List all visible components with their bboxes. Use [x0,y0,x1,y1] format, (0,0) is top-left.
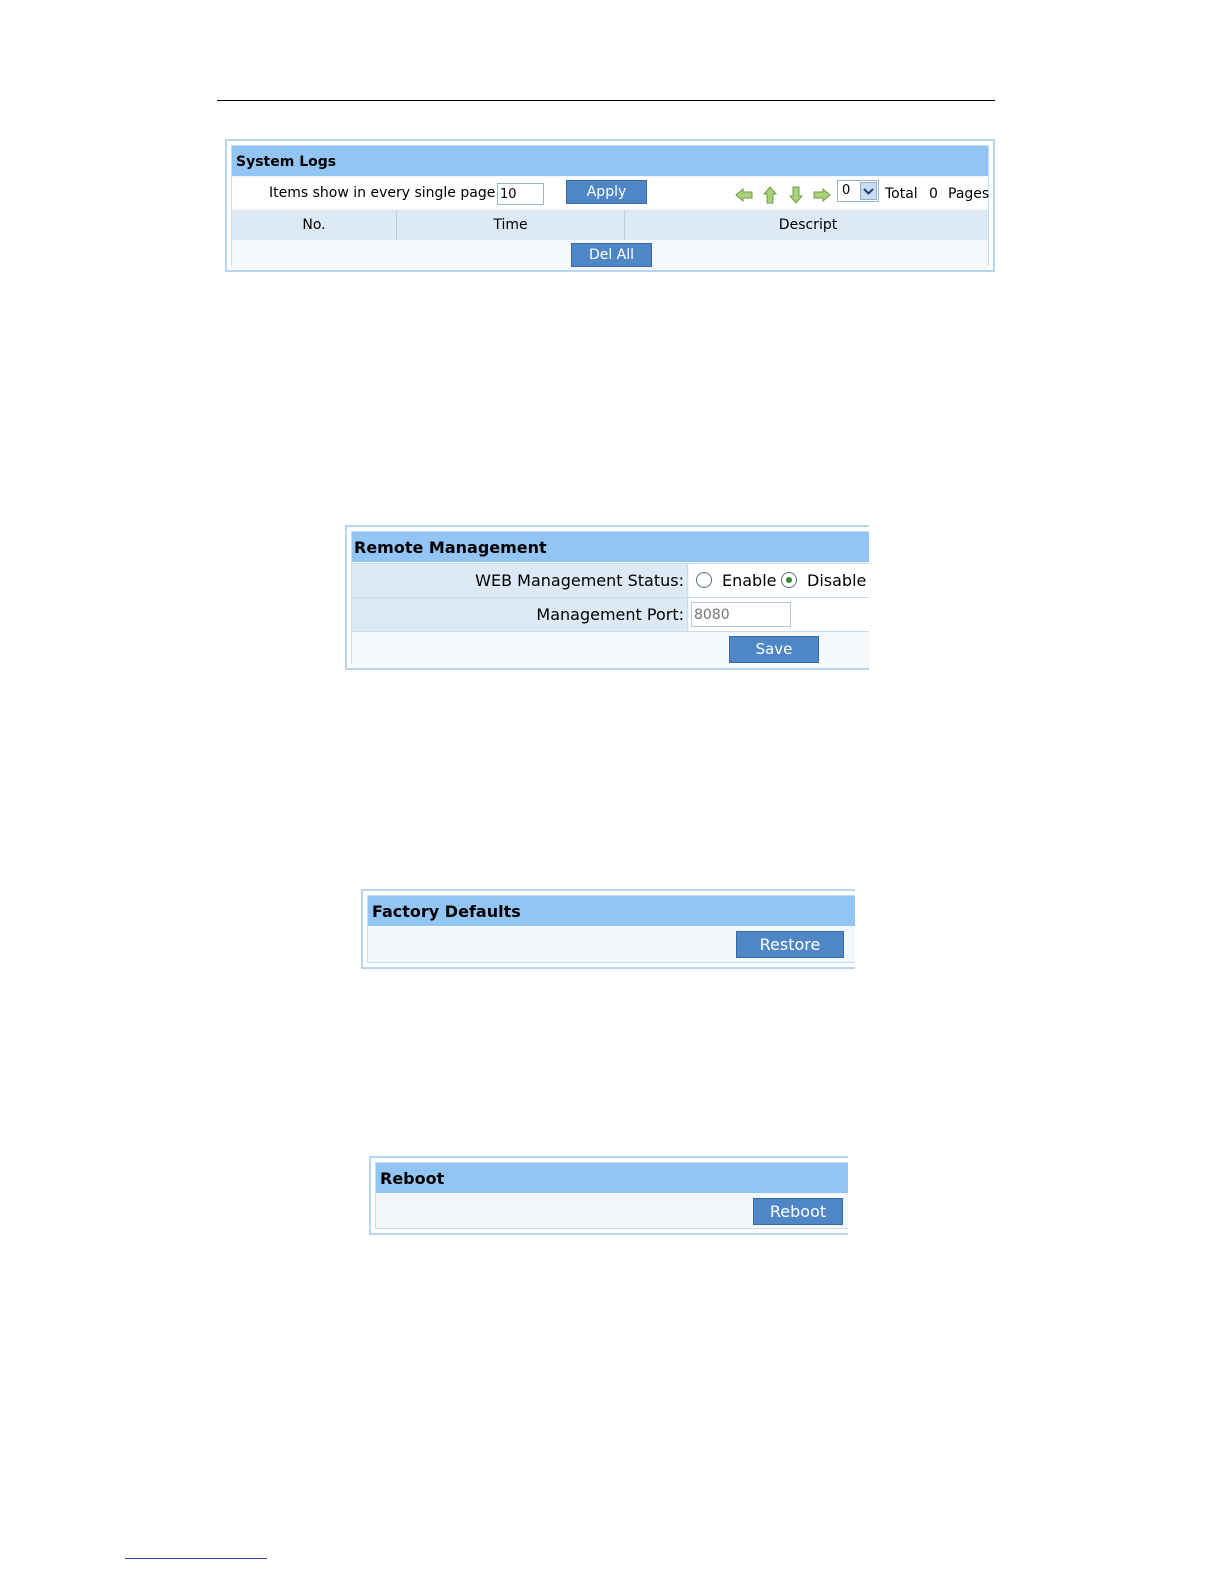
apply-button[interactable]: Apply [566,180,647,204]
web-management-status-label: WEB Management Status: [352,564,688,597]
web-management-status-row [352,563,869,597]
arrow-up-icon[interactable] [761,186,779,204]
del-all-button[interactable]: Del All [571,243,652,267]
system-logs-footer [232,241,988,270]
page-header-rule [217,100,995,101]
management-port-row [352,597,869,631]
factory-defaults-panel [361,889,855,969]
disable-radio[interactable] [781,572,797,588]
management-port-value [689,598,869,631]
disable-radio-selected-dot [786,577,792,583]
system-logs-toolbar [232,177,988,209]
reboot-button[interactable]: Reboot [753,1198,843,1225]
system-logs-table-header [232,210,988,240]
column-header-no: No. [232,210,397,240]
disable-label: Disable [807,571,867,590]
remote-management-panel [345,525,869,670]
remote-management-actions-row [352,631,869,668]
items-per-page-label: Items show in every single page [269,185,496,201]
total-label: Total [885,186,918,202]
remote-management-title: Remote Management [352,532,869,562]
total-pages-value: 0 [929,186,938,202]
arrow-down-icon[interactable] [787,186,805,204]
restore-button[interactable]: Restore [736,931,844,958]
system-logs-inner [231,145,989,266]
save-button[interactable]: Save [729,636,819,663]
web-management-status-value [689,564,869,597]
factory-defaults-inner [367,895,855,963]
items-per-page-input[interactable] [497,183,544,205]
page-select-value: 0 [842,183,851,198]
arrow-left-icon[interactable] [735,186,753,204]
enable-label: Enable [722,571,777,590]
factory-defaults-title: Factory Defaults [368,896,855,926]
pages-label: Pages [948,186,990,202]
arrow-right-icon[interactable] [813,186,831,204]
column-header-descript: Descript [778,217,838,233]
chevron-down-icon [860,182,877,200]
page-select[interactable] [837,180,879,202]
reboot-panel [369,1156,848,1235]
system-logs-title: System Logs [232,146,988,176]
management-port-label: Management Port: [352,598,688,631]
footer-link-underline [125,1558,267,1559]
management-port-input[interactable] [691,602,791,627]
remote-management-inner [351,531,869,664]
reboot-inner [375,1162,848,1229]
enable-radio[interactable] [696,572,712,588]
column-header-time: Time [397,210,625,240]
reboot-title: Reboot [376,1163,848,1193]
system-logs-panel [225,139,995,272]
